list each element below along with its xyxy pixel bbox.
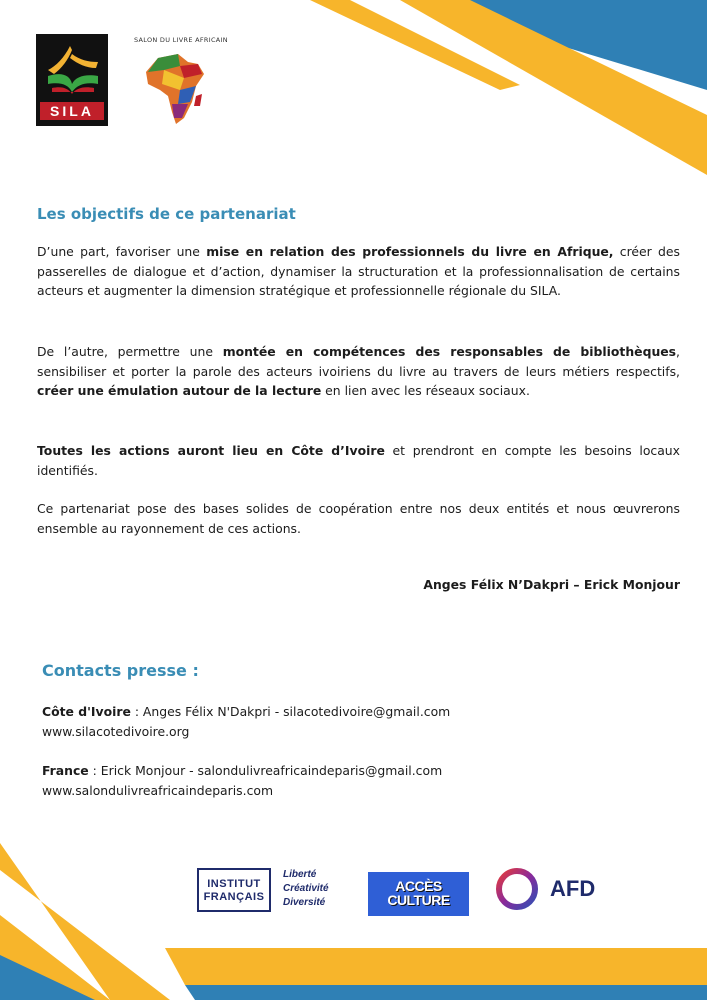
contact-fr-detail: : Erick Monjour - salondulivreafricaindeparis@gmail.com [88, 763, 443, 778]
afd-ring-icon [494, 866, 540, 912]
contact-ci-country: Côte d'Ivoire [42, 704, 131, 719]
bottom-yellow-stripe [165, 948, 707, 985]
contact-ci-site[interactable]: www.silacotedivoire.org [42, 724, 190, 739]
p3-text-b: et prendront en compte les besoins locaux identifiés. [37, 443, 680, 478]
institut-motto [283, 868, 363, 910]
bottom-blue-stripe [185, 985, 707, 1000]
salon-du-livre-africain-logo [128, 34, 228, 129]
p1-text-bold: mise en relation des professionnels du livre en Afrique, [206, 244, 614, 259]
p1-text-a: D’une part, favoriser une [37, 244, 207, 259]
acces-culture-logo [368, 872, 469, 916]
p2-text-a: De l’autre, permettre une [37, 344, 223, 359]
contact-fr-site[interactable]: www.salondulivreafricaindeparis.com [42, 783, 274, 798]
motto-liberte: Liberté [283, 869, 317, 880]
afd-logo [494, 866, 614, 912]
africa-map-icon [144, 52, 208, 128]
objectives-paragraph-3 [37, 441, 680, 480]
contact-ci-detail: : Anges Félix N'Dakpri - silacotedivoire@gmail.com [130, 704, 451, 719]
sila-logo-text: SILA [40, 102, 104, 120]
institut-line-2: FRANÇAIS [203, 891, 265, 903]
objectives-paragraph-4: Ce partenariat pose des bases solides de coopération entre nos deux entités et nous œuvrerons ensemble au rayonnement de ces actions. [37, 501, 680, 536]
contact-cote-divoire [42, 702, 542, 742]
institut-line-1: INSTITUT [207, 878, 261, 890]
afd-text: AFD [550, 876, 596, 901]
p2-text-e: en lien avec les réseaux sociaux. [321, 383, 530, 399]
acces-line-2: CULTURE [387, 892, 450, 908]
motto-creativite: Créativité [283, 883, 329, 894]
salon-logo-caption: SALON DU LIVRE AFRICAIN [134, 36, 228, 44]
motto-diversite: Diversité [283, 897, 326, 908]
p3-text-bold: Toutes les actions auront lieu en Côte d’Ivoire [37, 443, 385, 458]
acces-line-1: ACCÈS [395, 878, 442, 894]
contact-france [42, 761, 542, 801]
institut-francais-box [197, 868, 271, 912]
objectives-heading: Les objectifs de ce partenariat [37, 205, 296, 223]
signature: Anges Félix N’Dakpri – Erick Monjour [423, 577, 680, 592]
p2-text-bold-2: créer une émulation autour de la lecture [37, 383, 322, 399]
p2-text-bold-1: montée en compétences des responsables de bibliothèques [222, 344, 677, 359]
p1-text-c: créer des passerelles de dialogue et d’action, dynamiser la structuration et la professionnalisation de certains acteurs et augmenter la dimension stratégique et professionnelle régionale du SILA. [37, 244, 680, 299]
objectives-paragraph-2 [37, 342, 680, 401]
p2-text-c: , sensibiliser et porter la parole des acteurs ivoiriens du livre au travers de leurs métiers respectifs, [37, 344, 680, 379]
sila-book-icon [42, 40, 102, 98]
contacts-heading: Contacts presse : [42, 661, 199, 680]
contact-fr-country: France [42, 763, 89, 778]
sila-logo [36, 34, 108, 126]
objectives-paragraph-1 [37, 242, 680, 301]
